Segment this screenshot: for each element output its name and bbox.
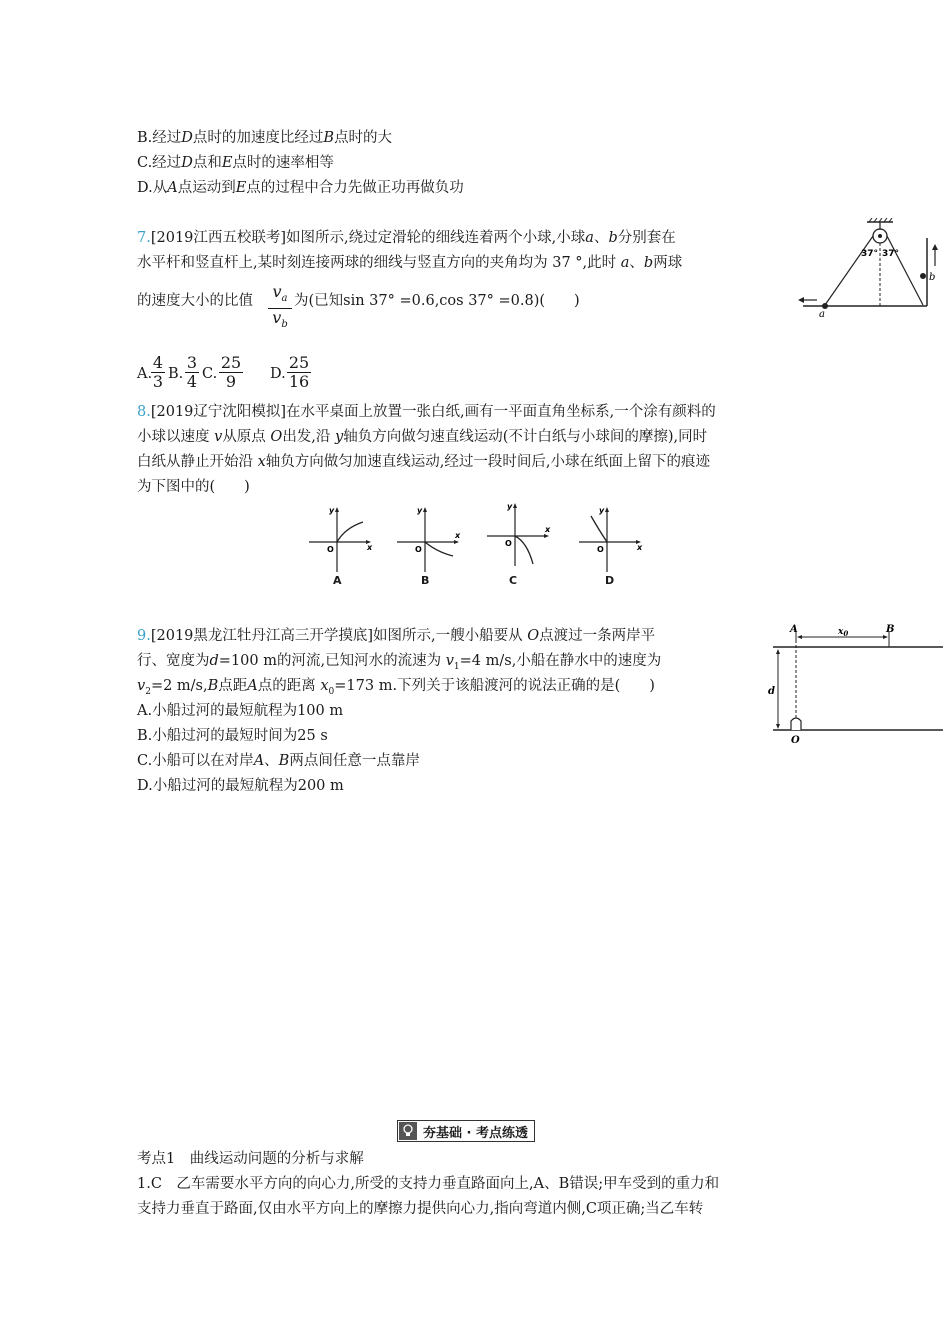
text: 0 (328, 686, 335, 697)
text: B. (168, 366, 184, 382)
graph-label-a: A (333, 574, 342, 587)
text: v (272, 282, 282, 301)
section-badge-text: 夯基础 · 考点练透 (423, 1125, 528, 1141)
x0-arrow-right (883, 635, 888, 639)
text: C.经过 (137, 155, 182, 171)
text: D (181, 130, 193, 146)
text: 3 (186, 353, 198, 372)
q7-ratio-fraction (268, 283, 292, 334)
text: 点渡过一条两岸平 (539, 628, 656, 644)
question-number: 9. (137, 628, 151, 644)
river-diagram (768, 620, 943, 745)
text: 、 (629, 255, 644, 271)
section-badge (397, 1120, 535, 1142)
y-axis-label: y (329, 506, 335, 515)
text: E (235, 180, 247, 196)
y-axis-label: y (599, 506, 605, 515)
text: 1 (453, 661, 460, 672)
text: B (278, 753, 290, 769)
text: 9 (225, 372, 237, 391)
text: B (323, 130, 335, 146)
x0-arrow-left (797, 635, 802, 639)
text: v (214, 429, 223, 445)
x0-label (837, 627, 848, 638)
text: D.从 (137, 180, 168, 196)
text: 为(已知sin 37° =0.6,cos 37° =0.8)( ) (294, 293, 580, 309)
text: =4 m/s,小船在静水中的速度为 (459, 653, 662, 669)
d-arrow-top (776, 649, 780, 654)
q9-line-2 (137, 651, 661, 677)
text: E (221, 155, 233, 171)
lightbulb-svg (402, 1124, 414, 1138)
question-number: 7. (137, 230, 151, 246)
graph-label-d: D (605, 574, 615, 587)
arrow-a-head (798, 297, 804, 303)
text: 小球以速度 (137, 429, 210, 445)
ball-a-label: a (819, 309, 825, 318)
text: B.小船过河的最短时间为25 s (137, 728, 328, 744)
graph-a (309, 506, 373, 572)
text: 点的距离 (257, 678, 316, 694)
origin-label: O (505, 539, 512, 548)
text: 两点间任意一点靠岸 (289, 753, 420, 769)
string-right (887, 236, 923, 305)
string-left (825, 236, 873, 305)
graph-d (579, 506, 643, 572)
graph-b (397, 506, 461, 572)
q9-option-c (137, 751, 420, 771)
text: 25 (288, 353, 310, 372)
text: C. (202, 366, 218, 382)
ball-b (920, 273, 926, 279)
lightbulb-icon (399, 1122, 417, 1140)
text: x (320, 678, 329, 694)
text: 、 (264, 753, 279, 769)
ball-b-label: b (929, 272, 936, 283)
text: 4 (186, 372, 198, 391)
text: 点时的加速度比经过 (192, 130, 324, 146)
topic-heading (137, 1149, 364, 1169)
text: 4 (152, 353, 164, 372)
text: a (620, 255, 630, 271)
q8-line-2 (137, 427, 707, 447)
text: 、 (593, 230, 609, 246)
pulley-axle (878, 234, 882, 238)
x-axis-label: x (637, 543, 643, 552)
text: D. (270, 366, 286, 382)
text: A (253, 753, 265, 769)
y-axis-label: y (417, 506, 423, 515)
x-axis-label: x (367, 543, 373, 552)
text: O (527, 628, 540, 644)
q7-option-c-label (202, 364, 217, 384)
graph-c (487, 502, 551, 566)
text: D.小船过河的最短航程为200 m (137, 778, 344, 794)
text: y (335, 429, 344, 445)
text: 25 (220, 353, 242, 372)
text: b (643, 255, 654, 271)
angle-label-left: 37° (861, 249, 879, 259)
question-number: 8. (137, 404, 151, 420)
text: 分别套在 (617, 230, 676, 246)
angle-label-right: 37° (882, 249, 900, 259)
y-axis-label: y (507, 502, 513, 511)
text: B (207, 678, 219, 694)
text: O (270, 429, 283, 445)
q7-line-1 (137, 228, 676, 248)
text: =100 m的河流,已知河水的流速为 (218, 653, 442, 669)
text: 的速度大小的比值 (137, 293, 253, 309)
q7-option-d-fraction (287, 354, 311, 391)
pulley-diagram (795, 218, 940, 318)
x0-subscript: 0 (843, 629, 849, 638)
q9-line-1 (137, 626, 655, 646)
text: v (137, 678, 146, 694)
width-d-label: d (768, 686, 775, 697)
q9-option-a (137, 701, 343, 721)
x0-letter: x (838, 627, 844, 637)
fraction-denominator (268, 309, 292, 334)
text: 出发,沿 (282, 429, 331, 445)
q7-option-a-fraction (151, 354, 165, 391)
text: 点距 (218, 678, 248, 694)
text: v (445, 653, 454, 669)
text: =173 m.下列关于该船渡河的说法正确的是( ) (334, 678, 655, 694)
text: =2 m/s, (150, 678, 208, 694)
point-a-label: A (790, 624, 798, 635)
q7-line-3b (294, 291, 580, 311)
x-axis-label: x (545, 525, 551, 534)
q7-options (137, 364, 152, 384)
text: 2 (145, 686, 151, 697)
q7-option-b-fraction (185, 354, 199, 391)
text: 支持力垂直于路面,仅由水平方向上的摩擦力提供向心力,指向弯道内侧,C项正确;当乙车转 (137, 1201, 704, 1217)
x-axis-label: x (455, 531, 461, 540)
trajectory-graphs (305, 500, 655, 590)
q7-option-c-fraction (219, 354, 243, 391)
q6-option-d (137, 178, 464, 198)
text: 点时的速率相等 (232, 155, 334, 171)
text: 点和 (192, 155, 222, 171)
fraction-numerator (268, 283, 292, 309)
text: a (281, 293, 288, 305)
text: 1.C 乙车需要水平方向的向心力,所受的支持力垂直路面向上,A、B错误;甲车受到的重力和 (137, 1176, 720, 1192)
text: A. (137, 366, 153, 382)
text: 白纸从静止开始沿 (137, 454, 253, 470)
q8-line-1 (137, 402, 716, 422)
q9-option-d (137, 776, 344, 796)
text: B.经过 (137, 130, 182, 146)
text: 从原点 (222, 429, 266, 445)
text: 考点1 曲线运动问题的分析与求解 (137, 1151, 364, 1167)
text: d (209, 653, 219, 669)
q8-graphs (305, 500, 655, 590)
text: [2019辽宁沈阳模拟]在水平桌面上放置一张白纸,画有一平面直角坐标系,一个涂有颜料的 (150, 404, 716, 420)
text: A (247, 678, 258, 694)
q7-option-b-label (168, 364, 183, 384)
q6-option-b (137, 128, 392, 148)
q6-option-c (137, 153, 334, 173)
text: 为下图中的( ) (137, 479, 250, 495)
text: D (181, 155, 193, 171)
q7-line-2 (137, 253, 682, 273)
text: 点时的大 (334, 130, 393, 146)
answer-1-line-1 (137, 1174, 719, 1194)
graph-label-c: C (509, 574, 518, 587)
boat-icon (791, 718, 801, 730)
answer-1-line-2 (137, 1199, 703, 1219)
text: 16 (288, 372, 310, 391)
text: 水平杆和竖直杆上,某时刻连接两球的细线与竖直方向的夹角均为 37 °,此时 (137, 255, 617, 271)
q7-line-3 (137, 291, 253, 311)
q9-line-3 (137, 676, 655, 702)
q8-line-3 (137, 452, 710, 472)
text: 点运动到 (177, 180, 236, 196)
text: 两球 (653, 255, 683, 271)
origin-label: O (327, 545, 334, 554)
text: 点的过程中合力先做正功再做负功 (246, 180, 464, 196)
arrow-b-head (932, 244, 938, 250)
text: 行、宽度为 (137, 653, 210, 669)
text: 轴负方向做匀加速直线运动,经过一段时间后,小球在纸面上留下的痕迹 (265, 454, 711, 470)
text: x (257, 454, 266, 470)
text: A (167, 180, 178, 196)
text: [2019江西五校联考]如图所示,绕过定滑轮的细线连着两个小球,小球 (150, 230, 586, 246)
q7-option-d-label (270, 364, 286, 384)
text: v (272, 308, 282, 328)
text: b (281, 319, 288, 331)
d-arrow-bottom (776, 724, 780, 729)
q8-line-4 (137, 477, 250, 497)
origin-label: O (597, 545, 604, 554)
q9-river-figure (768, 620, 943, 745)
origin-label: O (415, 545, 422, 554)
text: [2019黑龙江牡丹江高三开学摸底]如图所示,一艘小船要从 (150, 628, 523, 644)
text: 轴负方向做匀速直线运动(不计白纸与小球间的摩擦),同时 (343, 429, 708, 445)
text: A.小船过河的最短航程为100 m (137, 703, 344, 719)
q7-pulley-figure (795, 218, 940, 318)
text: a (585, 230, 594, 246)
graph-label-b: B (421, 574, 430, 587)
text: b (608, 230, 618, 246)
text: 3 (152, 372, 164, 391)
point-o-label: O (791, 735, 800, 745)
q9-option-b (137, 726, 328, 746)
point-b-label: B (886, 624, 895, 635)
text: C.小船可以在对岸 (137, 753, 254, 769)
